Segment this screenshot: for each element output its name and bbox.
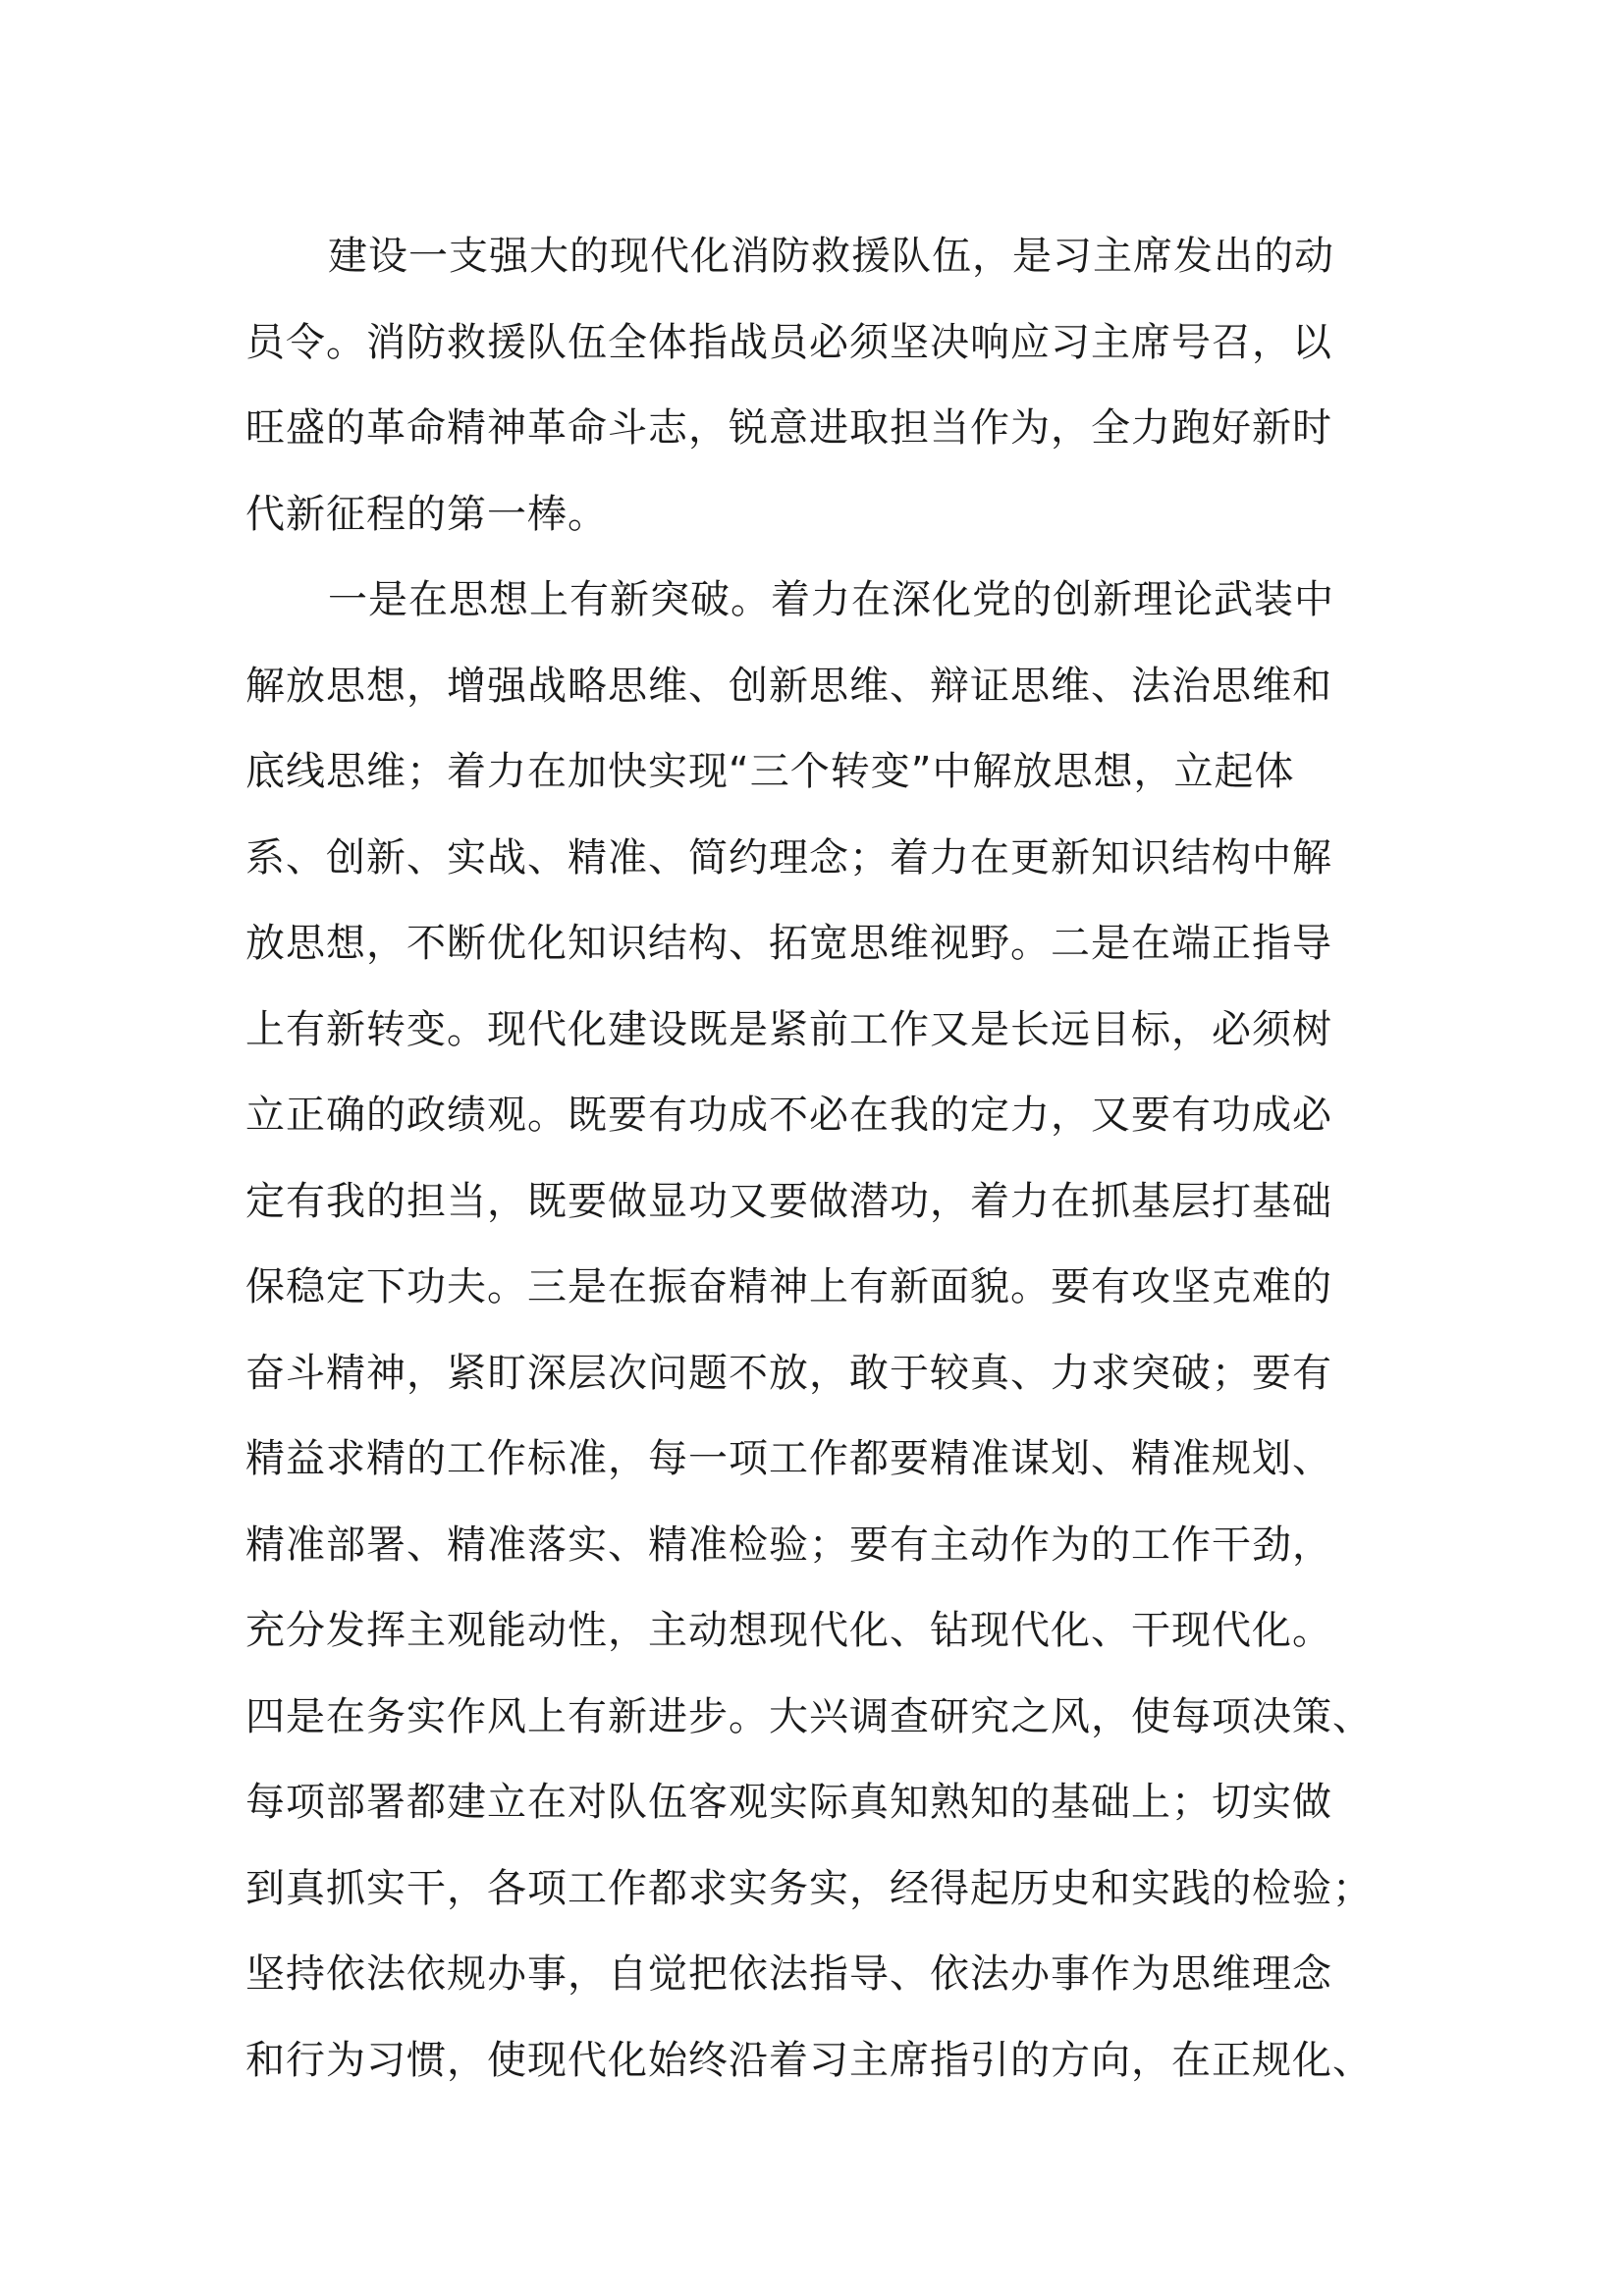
text-line: 旺盛的革命精神革命斗志，锐意进取担当作为，全力跑好新时: [245, 405, 1332, 451]
text-line: 四是在务实作风上有新进步。大兴调查研究之风，使每项决策、: [245, 1693, 1373, 1739]
text-line: 坚持依法依规办事，自觉把依法指导、依法办事作为思维理念: [245, 1951, 1332, 1997]
text-line: 每项部署都建立在对队伍客观实际真知熟知的基础上；切实做: [245, 1780, 1332, 1825]
text-line: 上有新转变。现代化建设既是紧前工作又是长远目标，必须树: [245, 1006, 1332, 1052]
text-line: 精益求精的工作标准，每一项工作都要精准谋划、精准规划、: [245, 1436, 1332, 1481]
text-line: 一是在思想上有新突破。着力在深化党的创新理论武装中: [328, 577, 1334, 622]
text-line: 和行为习惯，使现代化始终沿着习主席指引的方向，在正规化、: [245, 2037, 1373, 2083]
paragraph-2: [245, 558, 1394, 2104]
paragraph-1: [245, 214, 1394, 558]
text-line: 底线思维；着力在加快实现“三个转变”中解放思想，立起体: [245, 749, 1295, 794]
text-line: 解放思想，增强战略思维、创新思维、辩证思维、法治思维和: [245, 663, 1332, 709]
text-line: 系、创新、实战、精准、简约理念；着力在更新知识结构中解: [245, 834, 1332, 881]
text-line: 保稳定下功夫。三是在振奋精神上有新面貌。要有攻坚克难的: [245, 1264, 1332, 1309]
text-line: 代新征程的第一棒。: [245, 491, 608, 537]
text-line: 员令。消防救援队伍全体指战员必须坚决响应习主席号召，以: [245, 319, 1332, 365]
text-line: 到真抓实干，各项工作都求实务实，经得起历史和实践的检验；: [245, 1865, 1373, 1911]
text-line: 定有我的担当，既要做显功又要做潜功，着力在抓基层打基础: [245, 1178, 1332, 1224]
text-line: 放思想，不断优化知识结构、拓宽思维视野。二是在端正指导: [245, 921, 1332, 966]
text-line: 建设一支强大的现代化消防救援队伍，是习主席发出的动: [328, 234, 1334, 279]
text-line: 立正确的政绩观。既要有功成不必在我的定力，又要有功成必: [245, 1093, 1332, 1138]
text-line: 充分发挥主观能动性，主动想现代化、钻现代化、干现代化。: [245, 1608, 1332, 1653]
text-line: 精准部署、精准落实、精准检验；要有主动作为的工作干劲，: [245, 1522, 1332, 1568]
document-body: [245, 214, 1394, 2104]
text-line: 奋斗精神，紧盯深层次问题不放，敢于较真、力求突破；要有: [245, 1350, 1332, 1396]
